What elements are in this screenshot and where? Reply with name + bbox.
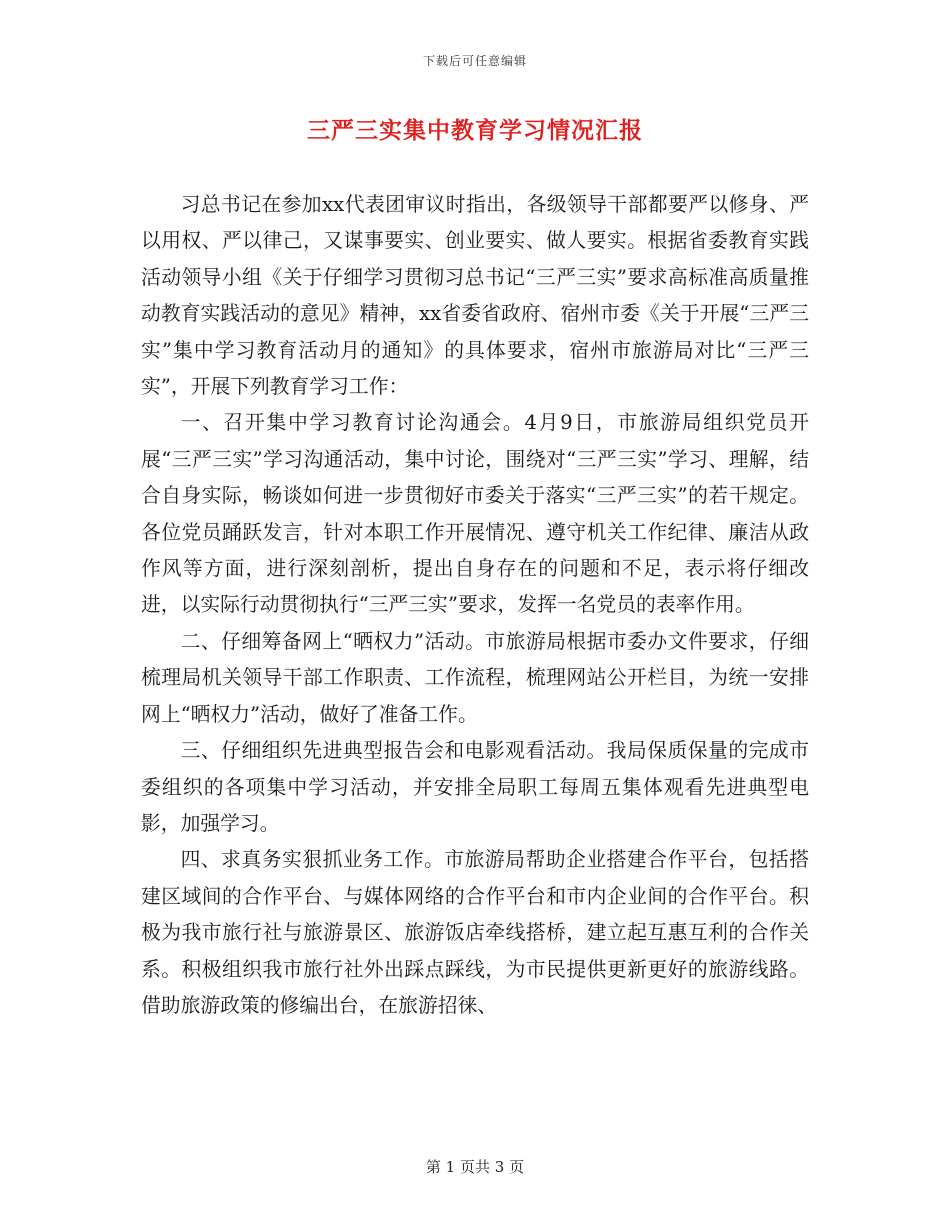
paragraph-intro: 习总书记在参加xx代表团审议时指出，各级领导干部都要严以修身、严以用权、严以律己，又谋事要实、创业要实、做人要实。根据省委教育实践活动领导小组《关于仔细学习贯彻习总书记“三严三实”要求高标准高质量推动教育实践活动的意见》精神，xx省委省政府、宿州市委《关于开展“三严三实”集中学习教育活动月的通知》的具体要求，宿州市旅游局对比“三严三实”，开展下列教育学习工作： <box>141 193 809 399</box>
document-body <box>141 187 809 1024</box>
page-footer: 第 1 页共 3 页 <box>425 1158 525 1176</box>
paragraph-item-1: 一、召开集中学习教育讨论沟通会。4月9日，市旅游局组织党员开展“三严三实”学习沟通活动，集中讨论，围绕对“三严三实”学习、理解，结合自身实际，畅谈如何进一步贯彻好市委关于落实“三严三实”的若干规定。各位党员踊跃发言，针对本职工作开展情况、遵守机关工作纪律、廉洁从政作风等方面，进行深刻剖析，提出自身存在的问题和不足，表示将仔细改进，以实际行动贯彻执行“三严三实”要求，发挥一名党员的表率作用。 <box>141 411 809 617</box>
paragraph-item-2: 二、仔细筹备网上“晒权力”活动。市旅游局根据市委办文件要求，仔细梳理局机关领导干部工作职责、工作流程，梳理网站公开栏目，为统一安排网上“晒权力”活动，做好了准备工作。 <box>141 629 809 726</box>
header-note: 下载后可任意编辑 <box>422 54 527 68</box>
paragraph-item-4: 四、求真务实狠抓业务工作。市旅游局帮助企业搭建合作平台，包括搭建区域间的合作平台、与媒体网络的合作平台和市内企业间的合作平台。积极为我市旅行社与旅游景区、旅游饭店牵线搭桥，建立起互惠互利的合作关系。积极组织我市旅行社外出踩点踩线，为市民提供更新更好的旅游线路。借助旅游政策的修编出台，在旅游招徕、 <box>141 848 809 1017</box>
paragraph-item-3: 三、仔细组织先进典型报告会和电影观看活动。我局保质保量的完成市委组织的各项集中学习活动，并安排全局职工每周五集体观看先进典型电影，加强学习。 <box>141 739 809 835</box>
document-title: 三严三实集中教育学习情况汇报 <box>307 117 643 144</box>
